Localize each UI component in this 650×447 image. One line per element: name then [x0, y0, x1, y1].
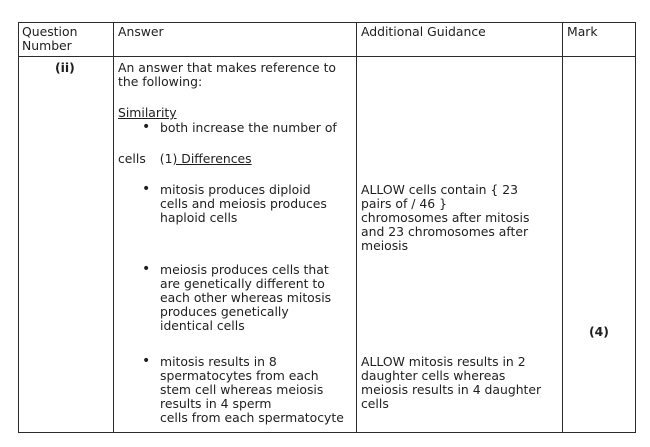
header-mark: Mark	[567, 24, 598, 39]
difference-2-line-5: identical cells	[160, 318, 245, 333]
difference-1-line-2: cells and meiosis produces	[160, 196, 327, 211]
guidance-1-line-4: and 23 chromosomes after	[361, 224, 529, 239]
cells-mark: (1	[159, 151, 173, 166]
difference-3-line-3: stem cell whereas meiosis	[160, 382, 324, 397]
table-border-left	[18, 22, 19, 433]
table-border-top	[18, 22, 636, 23]
guidance-1-line-3: chromosomes after mitosis	[361, 210, 530, 225]
difference-3-line-1: mitosis results in 8	[160, 354, 277, 369]
header-question-number: Question Number	[22, 24, 78, 53]
difference-3-line-4: results in 4 sperm	[160, 396, 272, 411]
difference-3-line-2: spermatocytes from each	[160, 368, 319, 383]
cells-text	[118, 152, 252, 166]
bullet-icon: •	[142, 181, 151, 197]
difference-2-line-3: each other whereas mitosis	[160, 290, 332, 305]
answer-intro-line-1: An answer that makes reference to	[118, 60, 337, 75]
column-divider-3	[562, 22, 563, 433]
similarity-point: both increase the number of	[160, 120, 337, 135]
mark-value: (4)	[589, 324, 609, 339]
column-divider-1	[113, 22, 114, 433]
bullet-icon: •	[142, 353, 151, 369]
guidance-1-line-1: ALLOW cells contain { 23	[361, 182, 519, 197]
question-number: (ii)	[55, 60, 75, 75]
similarity-heading: Similarity	[118, 105, 177, 120]
table-border-right	[635, 22, 636, 433]
guidance-1-line-5: meiosis	[361, 238, 409, 253]
differences-heading: ) Differences	[172, 151, 252, 166]
difference-2-line-2: are genetically different to	[160, 276, 325, 291]
guidance-1-line-2: pairs of / 46 }	[361, 196, 447, 211]
bullet-icon: •	[142, 119, 151, 135]
difference-1-line-3: haploid cells	[160, 210, 238, 225]
guidance-2-line-3: meiosis results in 4 daughter	[361, 382, 542, 397]
header-answer: Answer	[118, 24, 164, 39]
difference-2-line-4: produces genetically	[160, 304, 289, 319]
guidance-2-line-2: daughter cells whereas	[361, 368, 506, 383]
guidance-2-line-4: cells	[361, 396, 389, 411]
difference-1-line-1: mitosis produces diploid	[160, 182, 311, 197]
cells-word: cells	[118, 151, 146, 166]
mark-scheme-table	[18, 22, 636, 433]
header-additional-guidance: Additional Guidance	[361, 24, 486, 39]
header-divider	[18, 56, 636, 57]
guidance-2-line-1: ALLOW mitosis results in 2	[361, 354, 526, 369]
difference-3-line-5: cells from each spermatocyte	[160, 410, 344, 425]
bullet-icon: •	[142, 261, 151, 277]
column-divider-2	[356, 22, 357, 433]
answer-intro-line-2: the following:	[118, 74, 203, 89]
table-border-bottom	[18, 432, 636, 433]
difference-2-line-1: meiosis produces cells that	[160, 262, 329, 277]
